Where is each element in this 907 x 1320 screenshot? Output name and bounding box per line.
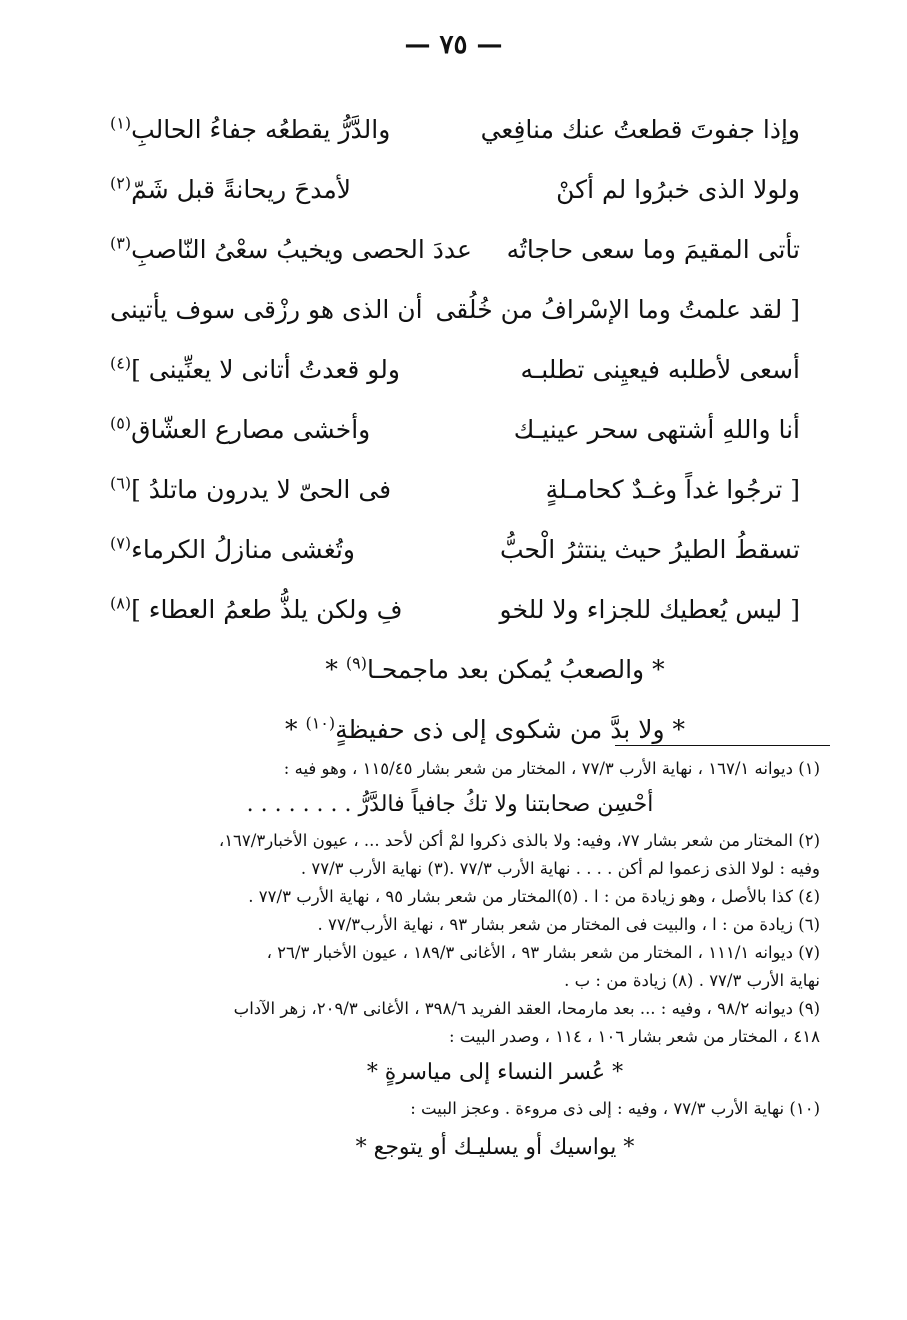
verse-5-second-text: ولو قعدتُ أتانى لا يعنِّينى ] xyxy=(131,355,400,384)
verse-8 xyxy=(110,520,800,580)
footnote-9-line-1: (٩) ديوانه ٩٨/٢ ، وفيه : ... بعد مارمحا، العقد الفريد ٣٩٨/٦ ، الأغانى ٢٠٩/٣، زهر الآداب xyxy=(233,999,820,1018)
verse-7-footnote-ref: (٦) xyxy=(110,473,132,493)
verse-3-second-hemistich xyxy=(110,220,472,280)
footnotes xyxy=(80,755,820,1173)
footnote-6: (٦) زيادة من : ا ، والبيت فى المختار من شعر بشار ٩٣ ، نهاية الأرب٧٧/٣ . xyxy=(317,915,820,934)
verse-9-first-hemistich: [ ليس يُعطيك للجزاء ولا للخو xyxy=(499,595,800,624)
single-hemistich-2-footnote-ref: (١٠) xyxy=(305,713,336,733)
poem-verses xyxy=(110,100,800,760)
verse-6-first-hemistich: أنا واللهِ أشتهى سحر عينيـك xyxy=(513,415,800,444)
footnote-2-line-2: وفيه : لولا الذى زعموا لم أكن . . . . نهاية الأرب ٧٧/٣ .(٣) نهاية الأرب ٧٧/٣ . xyxy=(300,859,820,878)
verse-7-second-text: فى الحىّ لا يدرون ماتلدُ ] xyxy=(131,475,392,504)
verse-1-footnote-ref: (١) xyxy=(110,113,132,133)
verse-9-second-text: فِ ولكن يلذُّ طعمُ العطاء ] xyxy=(131,595,403,624)
footnote-1-verse-text: أحْسِن صحابتنا ولا تكُ جافياً فالدَّرُّ xyxy=(358,792,654,817)
verse-7 xyxy=(110,460,800,520)
single-hemistich-2 xyxy=(110,700,800,760)
single-hemistich-1-text: * والصعبُ يُمكن بعد ماجمحـا xyxy=(366,655,665,684)
verse-3-first-hemistich: تأتى المقيمَ وما سعى حاجاتُه xyxy=(506,235,800,264)
verse-4-second-text: أن الذى هو رزْقى سوف يأتينى xyxy=(110,295,423,324)
verse-9 xyxy=(110,580,800,640)
verse-8-second-hemistich xyxy=(110,520,355,580)
single-hemistich-2-end-star: * xyxy=(285,715,298,744)
footnote-1-ellipsis: . . . . . . . . xyxy=(246,792,352,817)
verse-2-first-hemistich: ولولا الذى خبرُوا لم أكنْ xyxy=(556,175,800,204)
verse-1 xyxy=(110,100,800,160)
verse-4-second-hemistich xyxy=(110,280,423,340)
verse-8-second-text: وتُغشى منازلُ الكرماء xyxy=(131,535,355,564)
verse-2-second-text: لأمدحَ ريحانةً قبل شَمّ xyxy=(131,175,352,204)
verse-6-second-text: وأخشى مصارع العشّاق xyxy=(131,415,371,444)
verse-8-first-hemistich: تسقطُ الطيرُ حيث ينتثرُ الْحبُّ xyxy=(499,535,800,564)
footnote-1: (١) ديوانه ١٦٧/١ ، نهاية الأرب ٧٧/٣ ، المختار من شعر بشار ١١٥/٤٥ ، وهو فيه : xyxy=(283,759,820,778)
verse-7-first-hemistich: [ ترجُوا غداً وغـدٌ كحامـلةٍ xyxy=(545,475,800,504)
verse-7-second-hemistich xyxy=(110,460,391,520)
verse-1-first-hemistich: وإذا جفوتَ قطعتُ عنك منافِعي xyxy=(480,115,800,144)
verse-2 xyxy=(110,160,800,220)
verse-1-second-hemistich xyxy=(110,100,390,160)
footnote-9-verse: * عُسر النساء إلى مياسرةٍ * xyxy=(366,1060,624,1085)
verse-9-footnote-ref: (٨) xyxy=(110,593,132,613)
verse-5-second-hemistich xyxy=(110,340,400,400)
footnote-10-verse: * يواسيك أو يسليـك أو يتوجع * xyxy=(355,1135,635,1160)
verse-5 xyxy=(110,340,800,400)
verse-6 xyxy=(110,400,800,460)
verse-3 xyxy=(110,220,800,280)
verse-5-footnote-ref: (٤) xyxy=(110,353,132,373)
footnote-2-line-1: (٢) المختار من شعر بشار ٧٧، وفيه: ولا بالذى ذكروا لمْ أكن لأحد ... ، عيون الأخبار١٦٧/٣، xyxy=(218,831,820,850)
footnote-9-line-2: ٤١٨ ، المختار من شعر بشار ١٠٦ ، ١١٤ ، وصدر البيت : xyxy=(448,1027,820,1046)
footnote-7-line-1: (٧) ديوانه ١١١/١ ، المختار من شعر بشار ٩٣ ، الأغانى ١٨٩/٣ ، عيون الأخبار ٢٦/٣ ، xyxy=(266,943,820,962)
footnote-4: (٤) كذا بالأصل ، وهو زيادة من : ا . (٥)المختار من شعر بشار ٩٥ ، نهاية الأرب ٧٧/٣ . xyxy=(248,887,820,906)
verse-6-footnote-ref: (٥) xyxy=(110,413,132,433)
single-hemistich-1 xyxy=(110,640,800,700)
verse-4 xyxy=(110,280,800,340)
single-hemistich-1-end-star: * xyxy=(325,655,338,684)
verse-2-second-hemistich xyxy=(110,160,351,220)
single-hemistich-2-text: * ولا بدَّ من شكوى إلى ذى حفيظةٍ xyxy=(335,715,685,744)
single-hemistich-1-footnote-ref: (٩) xyxy=(345,653,367,673)
verse-5-first-hemistich: أسعى لأطلبه فيعيِنى تطلبـه xyxy=(520,355,800,384)
verse-2-footnote-ref: (٢) xyxy=(110,173,132,193)
footnote-1-verse xyxy=(80,783,820,827)
verse-1-second-text: والدَّرُّ يقطعُه جفاءُ الحالبِ xyxy=(131,115,391,144)
footnote-separator xyxy=(615,745,830,746)
page-number: — ٧٥ — xyxy=(404,30,503,60)
verse-3-second-text: عددَ الحصى ويخيبُ سعْىُ النّاصبِ xyxy=(131,235,472,264)
footnote-7-line-2: نهاية الأرب ٧٧/٣ . (٨) زيادة من : ب . xyxy=(564,971,820,990)
verse-9-second-hemistich xyxy=(110,580,402,640)
verse-8-footnote-ref: (٧) xyxy=(110,533,132,553)
verse-4-first-hemistich: [ لقد علمتُ وما الإسْرافُ من خُلُقى xyxy=(435,295,800,324)
verse-3-footnote-ref: (٣) xyxy=(110,233,132,253)
footnote-10: (١٠) نهاية الأرب ٧٧/٣ ، وفيه : إلى ذى مروءة . وعجز البيت : xyxy=(410,1099,820,1118)
verse-6-second-hemistich xyxy=(110,400,370,460)
